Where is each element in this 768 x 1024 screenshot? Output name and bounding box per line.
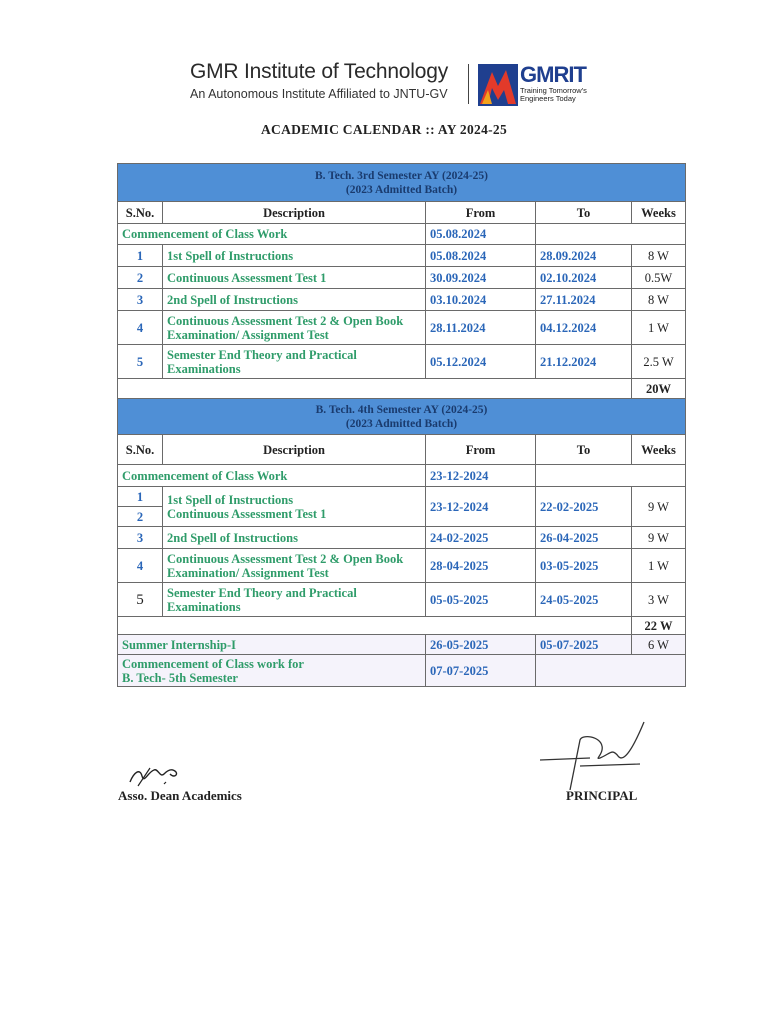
row-weeks: 9 W [632,487,686,527]
sem3-total-weeks: 20W [632,379,686,399]
principal-signature-label: PRINCIPAL [566,788,638,803]
row-description: 1st Spell of Instructions [163,245,426,267]
table-row [118,311,686,345]
table-row [118,289,686,311]
sem4-total-weeks: 22 W [632,617,686,635]
logo-tagline [520,87,587,103]
row-from: 24-02-2025 [426,527,536,549]
col-weeks: Weeks [632,202,686,224]
institute-name: GMR Institute of Technology [190,60,449,83]
page-title: ACADEMIC CALENDAR :: AY 2024-25 [260,122,508,137]
table-row [118,267,686,289]
internship-weeks: 6 W [632,635,686,655]
row-weeks: 2.5 W [632,345,686,379]
internship-from: 26-05-2025 [426,635,536,655]
row-description: 2nd Spell of Instructions [163,527,426,549]
row-to: 22-02-2025 [536,487,632,527]
row-weeks: 1 W [632,549,686,583]
sem3-total-row [118,379,686,399]
row-to: 21.12.2024 [536,345,632,379]
table-row [118,487,686,507]
row-to: 26-04-2025 [536,527,632,549]
col-weeks: Weeks [632,435,686,465]
sem3-title: B. Tech. 3rd Semester AY (2024-25) [314,169,489,182]
row-sno: 1 [118,487,163,507]
academic-calendar-table [117,163,686,687]
col-sno: S.No. [118,202,163,224]
sem4-commencement-date: 23-12-2024 [426,465,536,487]
dean-signature-block [118,760,242,803]
row-from: 28-04-2025 [426,549,536,583]
sem3-commencement-date: 05.08.2024 [426,224,536,245]
sem3-column-header [118,202,686,224]
row-to: 27.11.2024 [536,289,632,311]
row-to: 28.09.2024 [536,245,632,267]
table-row [118,527,686,549]
row-from: 05.12.2024 [426,345,536,379]
sem4-title: B. Tech. 4th Semester AY (2024-25) [315,403,488,416]
row-from: 23-12-2024 [426,487,536,527]
col-description: Description [163,435,426,465]
logo-tagline-line1: Training Tomorrow's [520,86,587,95]
internship-label: Summer Internship-I [118,635,426,655]
row-sno: 5 [118,345,163,379]
next-semester-label-line1: Commencement of Class work for [122,656,304,671]
row-sno: 3 [118,289,163,311]
col-to: To [536,202,632,224]
sem4-commencement-row [118,465,686,487]
row-to: 24-05-2025 [536,583,632,617]
row-from: 30.09.2024 [426,267,536,289]
col-to: To [536,435,632,465]
col-from: From [426,202,536,224]
principal-signature-block [540,720,660,803]
next-semester-label [118,655,426,687]
row-sno: 2 [118,267,163,289]
institute-header [190,60,590,110]
sem3-commencement-label: Commencement of Class Work [118,224,426,245]
row-description-line2: Continuous Assessment Test 1 [167,506,327,521]
row-from: 05-05-2025 [426,583,536,617]
sem4-total-row [118,617,686,635]
next-semester-label-line2: B. Tech- 5th Semester [122,670,238,685]
row-description-line1: 1st Spell of Instructions [167,492,294,507]
row-weeks: 3 W [632,583,686,617]
next-semester-date: 07-07-2025 [426,655,536,687]
logo-tagline-line2: Engineers Today [520,94,576,103]
row-sno: 5 [118,583,163,617]
row-from: 28.11.2024 [426,311,536,345]
row-description: Semester End Theory and Practical Examinations [163,345,426,379]
row-to: 02.10.2024 [536,267,632,289]
row-weeks: 9 W [632,527,686,549]
row-description [163,487,426,527]
row-from: 05.08.2024 [426,245,536,267]
row-weeks: 0.5W [632,267,686,289]
row-description: Continuous Assessment Test 1 [163,267,426,289]
logo-text: GMRIT [520,62,586,87]
col-description: Description [163,202,426,224]
principal-signature-icon [540,720,660,790]
row-sno: 4 [118,311,163,345]
row-weeks: 1 W [632,311,686,345]
row-sno: 1 [118,245,163,267]
sem4-batch: (2023 Admitted Batch) [345,417,458,430]
internship-row [118,635,686,655]
sem4-title-band [118,399,686,435]
row-weeks: 8 W [632,245,686,267]
row-description: 2nd Spell of Instructions [163,289,426,311]
table-row [118,549,686,583]
row-description: Continuous Assessment Test 2 & Open Book Examination/ Assignment Test [163,311,426,345]
header-divider [468,64,469,104]
sem4-column-header [118,435,686,465]
row-sno: 4 [118,549,163,583]
col-from: From [426,435,536,465]
sem3-commencement-row [118,224,686,245]
row-from: 03.10.2024 [426,289,536,311]
col-sno: S.No. [118,435,163,465]
dean-signature-label: Asso. Dean Academics [118,788,242,803]
sem3-batch: (2023 Admitted Batch) [345,183,458,196]
institute-subtitle: An Autonomous Institute Affiliated to JNTU-GV [190,87,448,101]
table-row [118,583,686,617]
sem3-title-band [118,164,686,202]
table-row [118,245,686,267]
table-row [118,345,686,379]
sem4-commencement-label: Commencement of Class Work [118,465,426,487]
row-to: 03-05-2025 [536,549,632,583]
row-weeks: 8 W [632,289,686,311]
row-description: Semester End Theory and Practical Examinations [163,583,426,617]
row-sno: 2 [118,507,163,527]
row-description: Continuous Assessment Test 2 & Open Book Examination/ Assignment Test [163,549,426,583]
internship-to: 05-07-2025 [536,635,632,655]
row-sno: 3 [118,527,163,549]
row-to: 04.12.2024 [536,311,632,345]
next-semester-row [118,655,686,687]
